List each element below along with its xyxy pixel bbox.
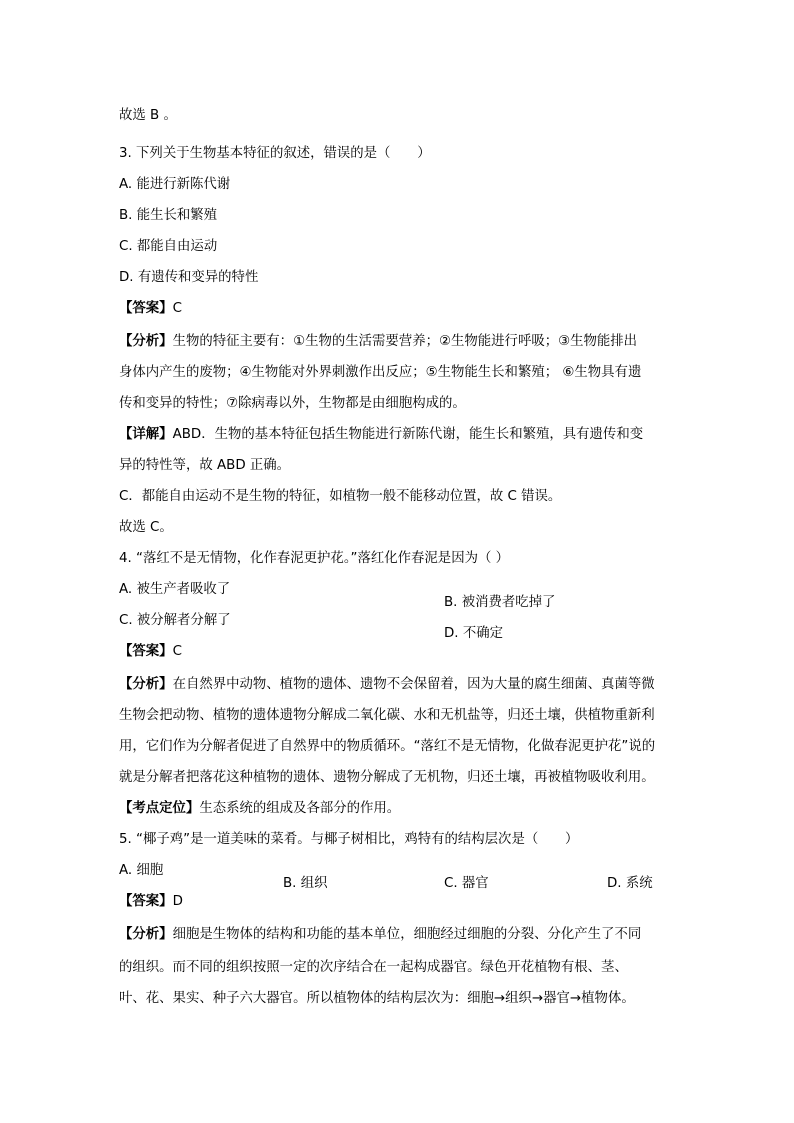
q4-analysis-line-1 bbox=[119, 675, 655, 695]
analysis-tag: 【分析】 bbox=[119, 677, 173, 692]
q5-option-d: D. 系统 bbox=[607, 876, 653, 892]
q4-answer bbox=[119, 642, 182, 662]
q3-detail-line-2: 异的特性等，故 ABD 正确。 bbox=[119, 458, 291, 473]
answer-tag: 【答案】 bbox=[119, 894, 173, 909]
q3-analysis-line-3: 传和变异的特性；⑦除病毒以外，生物都是由细胞构成的。 bbox=[119, 396, 466, 411]
key-point-text: 生态系统的组成及各部分的作用。 bbox=[199, 801, 401, 816]
q3-analysis-line-1 bbox=[119, 332, 637, 352]
analysis-text: 生物的特征主要有：①生物的生活需要营养；②生物能进行呼吸；③生物能排出 bbox=[172, 334, 638, 349]
q4-stem: 4. “落红不是无情物，化作春泥更护花。”落红化作春泥是因为（ ） bbox=[119, 551, 510, 566]
q5-analysis-line-2: 的组织。而不同的组织按照一定的次序结合在一起构成器官。绿色开花植物有根、茎、 bbox=[119, 960, 628, 975]
q5-answer bbox=[119, 892, 183, 912]
key-point-tag: 【考点定位】 bbox=[119, 801, 200, 816]
q4-analysis-line-2: 生物会把动物、植物的遗体遗物分解成二氧化碳、水和无机盐等，归还土壤，供植物重新利 bbox=[119, 708, 655, 723]
q3-option-a: A. 能进行新陈代谢 bbox=[119, 177, 231, 192]
analysis-tag: 【分析】 bbox=[119, 927, 173, 942]
q2-conclusion: 故选 B 。 bbox=[119, 108, 177, 123]
answer-value: C bbox=[172, 644, 182, 659]
analysis-text: 在自然界中动物、植物的遗体、遗物不会保留着，因为大量的腐生细菌、真菌等微 bbox=[172, 677, 655, 692]
analysis-tag: 【分析】 bbox=[119, 334, 173, 349]
q4-analysis-line-4: 就是分解者把落花这种植物的遗体、遗物分解成了无机物，归还土壤，再被植物吸收利用。 bbox=[119, 770, 655, 785]
q4-option-c: C. 被分解者分解了 bbox=[119, 613, 231, 628]
q4-analysis-line-3: 用，它们作为分解者促进了自然界中的物质循环。“落红不是无情物，化做春泥更护花”说的 bbox=[119, 739, 656, 754]
answer-value: D bbox=[172, 894, 183, 909]
answer-tag: 【答案】 bbox=[119, 301, 173, 316]
q3-analysis-line-2: 身体内产生的废物；④生物能对外界刺激作出反应；⑤生物能生长和繁殖； ⑥生物具有遗 bbox=[119, 365, 642, 380]
detail-text: ABD．生物的基本特征包括生物能进行新陈代谢，能生长和繁殖，具有遗传和变 bbox=[172, 427, 644, 442]
detail-tag: 【详解】 bbox=[119, 427, 173, 442]
answer-tag: 【答案】 bbox=[119, 644, 173, 659]
q4-option-a: A. 被生产者吸收了 bbox=[119, 582, 231, 597]
q3-detail-line-3: C．都能自由运动不是生物的特征，如植物一般不能移动位置，故 C 错误。 bbox=[119, 489, 562, 504]
q4-key-point bbox=[119, 799, 400, 819]
answer-value: C bbox=[172, 301, 182, 316]
q3-detail-line-1 bbox=[119, 425, 643, 445]
q3-option-d: D. 有遗传和变异的特性 bbox=[119, 270, 259, 285]
q4-option-b: B. 被消费者吃掉了 bbox=[444, 595, 556, 611]
q5-option-a: A. 细胞 bbox=[119, 863, 164, 878]
q5-option-b: B. 组织 bbox=[283, 876, 328, 892]
q5-analysis-line-1 bbox=[119, 925, 641, 945]
q5-stem: 5. “椰子鸡”是一道美味的菜肴。与椰子树相比，鸡特有的结构层次是（ ） bbox=[119, 832, 579, 847]
analysis-text: 细胞是生物体的结构和功能的基本单位，细胞经过细胞的分裂、分化产生了不同 bbox=[172, 927, 642, 942]
q3-stem: 3. 下列关于生物基本特征的叙述，错误的是（ ） bbox=[119, 146, 431, 161]
q5-analysis-line-3: 叶、花、果实、种子六大器官。所以植物体的结构层次为：细胞→组织→器官→植物体。 bbox=[119, 991, 635, 1006]
q4-option-d: D. 不确定 bbox=[444, 626, 503, 642]
q3-option-c: C. 都能自由运动 bbox=[119, 239, 218, 254]
q5-option-c: C. 器官 bbox=[444, 876, 489, 892]
q3-option-b: B. 能生长和繁殖 bbox=[119, 208, 218, 223]
q3-detail-line-4: 故选 C。 bbox=[119, 520, 173, 535]
q3-answer bbox=[119, 299, 182, 319]
